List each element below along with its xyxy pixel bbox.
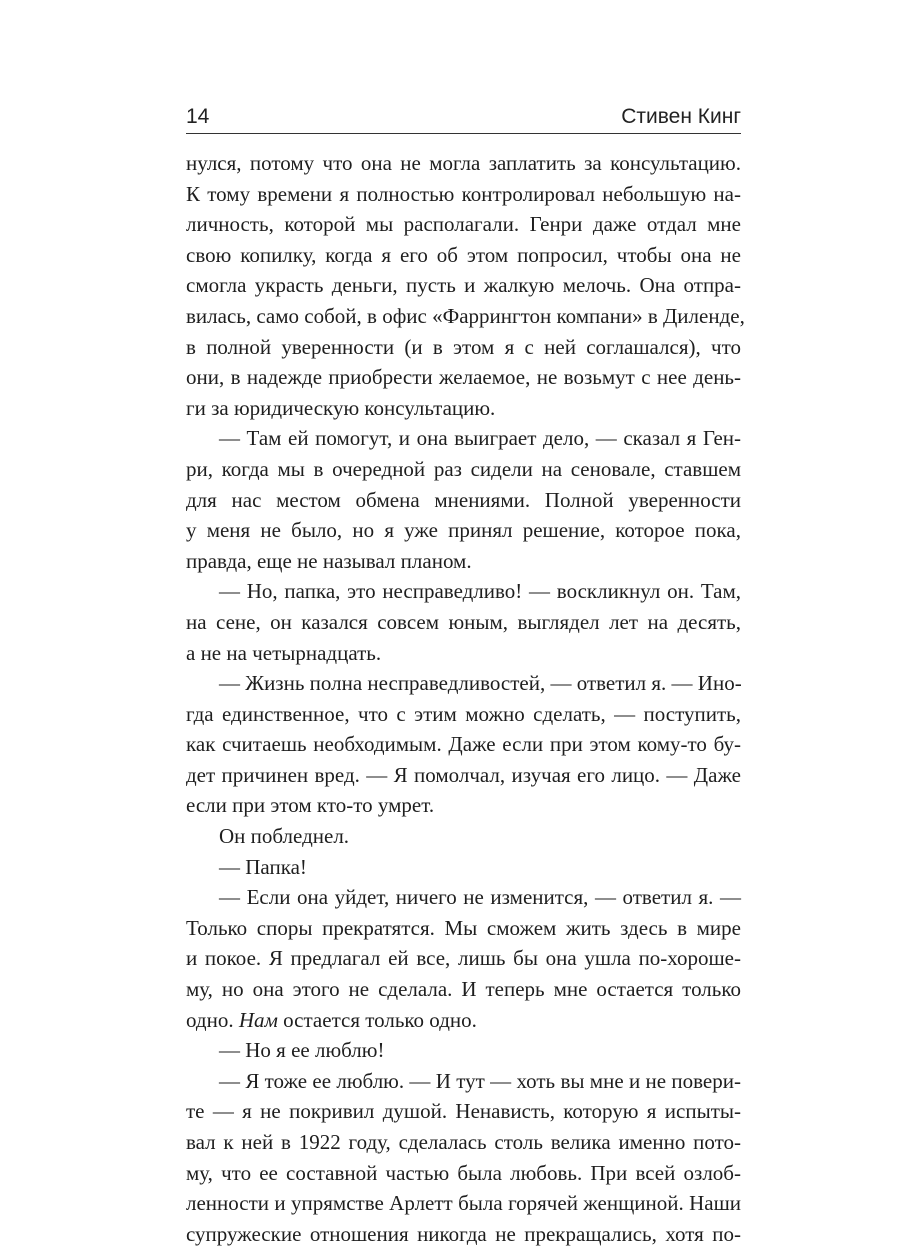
text-line: — Но, папка, это несправедливо! — воскликнул он. Там, — [219, 579, 741, 604]
text-line: му, что ее составной частью была любовь. При всей озлоб- — [186, 1160, 741, 1185]
text-line: нулся, потому что она не могла заплатить за консультацию. — [186, 151, 741, 175]
text-line: — Если она уйдет, ничего не изменится, — ответил я. — — [219, 885, 741, 910]
text-line: супружеские отношения никогда не прекращались, хотя по- — [186, 1221, 741, 1246]
text-line: у меня не было, но я уже принял решение, которое пока, — [186, 518, 741, 543]
text-line: смогла украсть деньги, пусть и жалкую мелочь. Она отпра- — [186, 273, 741, 298]
text-line: если при этом кто-то умрет. — [186, 793, 435, 818]
text-line: гда единственное, что с этим можно сделать, — поступить, — [186, 701, 741, 726]
text-line: вал к ней в 1922 году, сделалась столь велика именно пото- — [186, 1130, 741, 1154]
text-line: Только споры прекратятся. Мы сможем жить здесь в мире — [186, 915, 741, 940]
text-line: Он побледнел. — [219, 824, 350, 849]
text-line: одно. Нам остается только одно. — [186, 1007, 477, 1032]
text-line: — Но я ее люблю! — [219, 1038, 385, 1063]
text-line: для нас местом обмена мнениями. Полной уверенности — [186, 487, 741, 512]
text-line: — Папка! — [219, 854, 307, 879]
text-line: К тому времени я полностью контролировал небольшую на- — [186, 181, 741, 206]
running-head-author: Стивен Кинг — [621, 105, 741, 128]
text-line: свою копилку, когда я его об этом попросил, чтобы она не — [186, 242, 741, 267]
text-line: ри, когда мы в очередной раз сидели на сеновале, ставшем — [186, 456, 741, 481]
header-rule — [186, 133, 741, 134]
page-number: 14 — [186, 105, 210, 128]
text-line: а не на четырнадцать. — [186, 640, 382, 665]
text-line: и покое. Я предлагал ей все, лишь бы она ушла по-хороше- — [186, 946, 741, 971]
text-line: ги за юридическую консультацию. — [186, 395, 496, 420]
text-line: как считаешь необходимым. Даже если при этом кому-то бу- — [186, 732, 741, 757]
text-line: вилась, само собой, в офис «Фаррингтон компани» в Диленде, — [186, 303, 745, 328]
text-line: они, в надежде приобрести желаемое, не возьмут с нее день- — [186, 365, 741, 390]
text-line: — Там ей помогут, и она выиграет дело, — сказал я Ген- — [219, 426, 741, 451]
text-line: ленности и упрямстве Арлетт была горячей женщиной. Наши — [186, 1191, 741, 1216]
text-line: на сене, он казался совсем юным, выглядел лет на десять, — [186, 609, 741, 634]
text-line: — Жизнь полна несправедливостей, — ответил я. — Ино- — [219, 671, 742, 696]
text-line: — Я тоже ее люблю. — И тут — хоть вы мне и не повери- — [219, 1068, 741, 1093]
text-line: правда, еще не называл планом. — [186, 548, 472, 573]
body-text — [186, 148, 745, 1249]
text-line: те — я не покривил душой. Ненависть, которую я испыты- — [186, 1099, 741, 1124]
running-header — [186, 104, 741, 134]
text-line: в полной уверенности (и в этом я с ней соглашался), что — [186, 334, 741, 359]
text-line: му, но она этого не сделала. И теперь мне остается только — [186, 977, 741, 1002]
italic-word: Нам — [238, 1007, 278, 1032]
text-line: дет причинен вред. — Я помолчал, изучая его лицо. — Даже — [186, 762, 741, 787]
text-line: личность, которой мы располагали. Генри даже отдал мне — [186, 212, 741, 237]
